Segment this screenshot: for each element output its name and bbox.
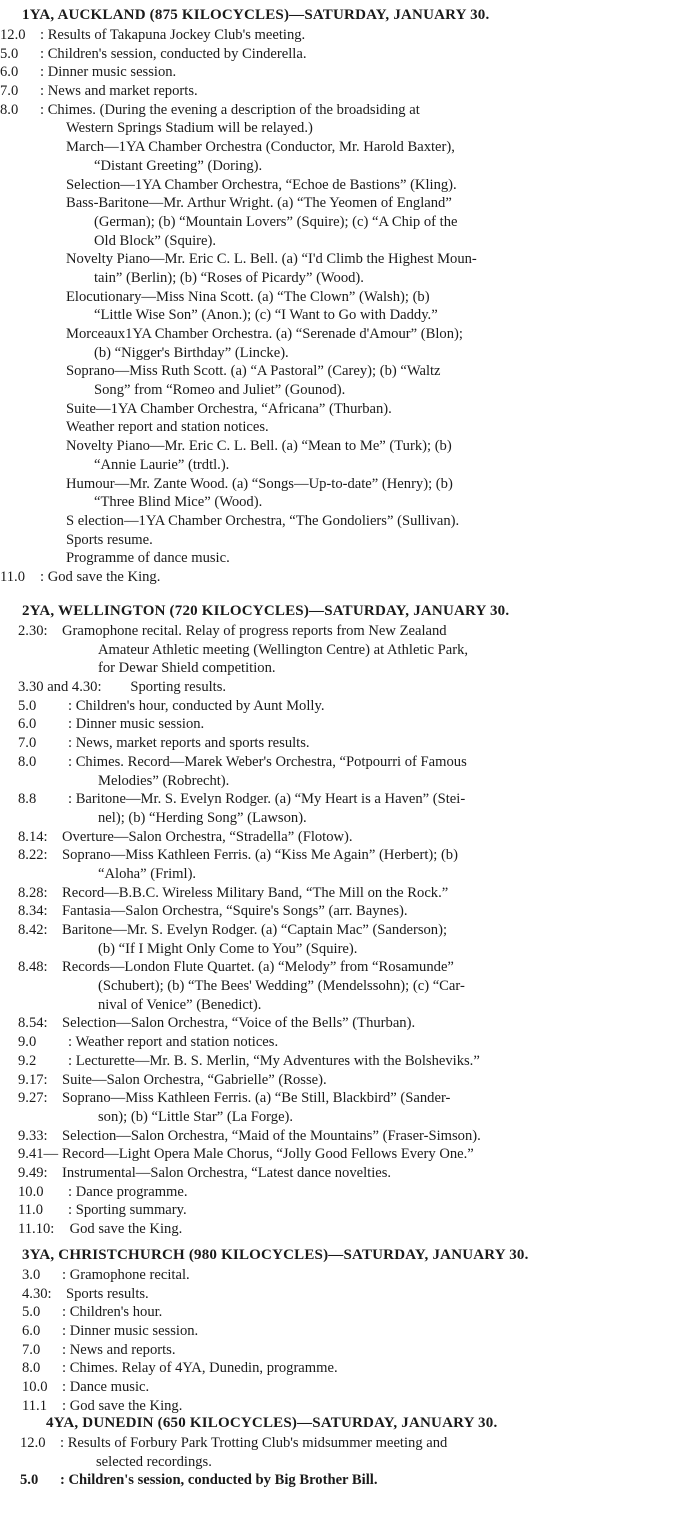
programme-line <box>0 1266 700 1285</box>
programme-line <box>0 568 700 587</box>
programme-line <box>0 921 700 940</box>
programme-text: : News and market reports. <box>40 83 198 100</box>
programme-line <box>0 176 700 195</box>
programme-text: Baritone—Mr. S. Evelyn Rodger. (a) “Captain Mac” (Sanderson); <box>62 922 448 938</box>
programme-list <box>0 1266 700 1416</box>
programme-line <box>0 381 700 400</box>
programme-text: “Annie Laurie” (trdtl.). <box>94 456 230 473</box>
programme-time: 7.0 <box>18 735 37 752</box>
programme-text: Record—B.B.C. Wireless Military Band, “The Mill on the Rock.” <box>62 884 449 901</box>
programme-text: Selection—Salon Orchestra, “Voice of the Bells” (Thurban). <box>62 1015 416 1032</box>
programme-line <box>0 475 700 494</box>
programme-list <box>0 1434 700 1490</box>
programme-line <box>0 1033 700 1052</box>
programme-text: : Dinner music session. <box>68 716 205 733</box>
programme-text: (Schubert); (b) “The Bees' Wedding” (Mendelssohn); (c) “Car- <box>98 978 465 995</box>
programme-time: 12.0 <box>20 1435 46 1451</box>
programme-text: “Little Wise Son” (Anon.); (c) “I Want to Go with Daddy.” <box>94 307 438 324</box>
programme-line <box>0 1471 700 1490</box>
programme-time: 9.2 <box>18 1052 37 1069</box>
programme-text: (b) “Nigger's Birthday” (Lincke). <box>94 344 289 361</box>
programme-text: Elocutionary—Miss Nina Scott. (a) “The Clown” (Walsh); (b) <box>66 288 430 305</box>
programme-line <box>0 418 700 437</box>
programme-time: 8.14: <box>18 828 48 845</box>
programme-text: Sporting results. <box>130 679 227 696</box>
programme-line <box>0 269 700 288</box>
programme-text: “Aloha” (Friml). <box>98 865 197 882</box>
programme-text: : Baritone—Mr. S. Evelyn Rodger. (a) “My Heart is a Haven” (Stei- <box>68 791 466 808</box>
programme-line <box>0 828 700 847</box>
programme-time: 7.0 <box>0 83 19 100</box>
programme-line <box>0 288 700 307</box>
programme-time: 2.30: <box>18 623 48 639</box>
programme-text: : Results of Forbury Park Trotting Club's midsummer meeting and <box>60 1435 448 1451</box>
programme-line <box>0 697 700 716</box>
programme-time: 8.42: <box>18 922 48 938</box>
programme-line <box>0 250 700 269</box>
programme-line <box>0 1341 700 1360</box>
programme-time: 6.0 <box>18 716 37 733</box>
programme-text: : Children's session, conducted by Cinderella. <box>40 45 307 62</box>
programme-text: Selection—Salon Orchestra, “Maid of the Mountains” (Fraser-Simson). <box>62 1127 481 1144</box>
programme-text: : Gramophone recital. <box>62 1267 190 1283</box>
programme-text: Suite—Salon Orchestra, “Gabrielle” (Rosse). <box>62 1071 327 1088</box>
programme-text: : Weather report and station notices. <box>68 1034 279 1051</box>
programme-line <box>0 753 700 772</box>
programme-line <box>0 678 700 697</box>
programme-time: 8.0 <box>0 101 19 118</box>
programme-text: Gramophone recital. Relay of progress reports from New Zealand <box>62 623 447 639</box>
programme-line <box>0 1071 700 1090</box>
section-4ya <box>0 1412 700 1490</box>
programme-line <box>0 1285 700 1304</box>
programme-text: : Children's session, conducted by Big Brother Bill. <box>60 1472 378 1489</box>
section-1ya <box>0 4 700 587</box>
programme-line <box>0 1183 700 1202</box>
programme-line <box>0 1108 700 1127</box>
programme-text: Records—London Flute Quartet. (a) “Melody” from “Rosamunde” <box>62 959 454 976</box>
programme-line <box>0 82 700 101</box>
programme-line <box>0 996 700 1015</box>
programme-line <box>0 1220 700 1239</box>
programme-text: Soprano—Miss Ruth Scott. (a) “A Pastoral” (Carey); (b) “Waltz <box>66 363 441 380</box>
programme-time: 10.0 <box>18 1183 44 1200</box>
programme-line <box>0 157 700 176</box>
programme-text: : Dinner music session. <box>40 64 177 81</box>
programme-time: 10.0 <box>22 1379 48 1396</box>
programme-text: : Children's hour. <box>62 1304 163 1321</box>
programme-text: : Chimes. Relay of 4YA, Dunedin, programme. <box>62 1360 338 1377</box>
programme-line <box>0 512 700 531</box>
programme-line <box>0 1127 700 1146</box>
programme-time: 4.30: <box>22 1285 52 1302</box>
programme-time: 5.0 <box>22 1304 41 1321</box>
programme-text: Sports results. <box>66 1285 149 1302</box>
programme-line <box>0 531 700 550</box>
section-2ya <box>0 600 700 1239</box>
programme-time: 11.0 <box>18 1202 43 1219</box>
programme-line <box>0 1201 700 1220</box>
programme-text: Morceaux1YA Chamber Orchestra. (a) “Serenade d'Amour” (Blon); <box>66 326 463 342</box>
programme-time: 11.10: <box>18 1221 55 1237</box>
programme-line <box>0 456 700 475</box>
programme-line <box>0 400 700 419</box>
programme-line <box>0 119 700 138</box>
programme-line <box>0 884 700 903</box>
section-heading: 3YA, CHRISTCHURCH (980 KILOCYCLES)—SATURDAY, JANUARY 30. <box>22 1247 529 1263</box>
programme-line <box>0 958 700 977</box>
programme-text: nival of Venice” (Benedict). <box>98 996 262 1013</box>
programme-text: (b) “If I Might Only Come to You” (Squire). <box>98 940 358 957</box>
programme-line <box>0 63 700 82</box>
programme-line <box>0 1014 700 1033</box>
programme-line <box>0 493 700 512</box>
programme-line <box>0 1303 700 1322</box>
programme-text: Programme of dance music. <box>66 550 230 567</box>
programme-text: S election—1YA Chamber Orchestra, “The Gondoliers” (Sullivan). <box>66 512 460 529</box>
programme-text: Novelty Piano—Mr. Eric C. L. Bell. (a) “I'd Climb the Highest Moun- <box>66 251 477 268</box>
programme-time: 5.0 <box>0 45 19 62</box>
programme-text: : God save the King. <box>62 1397 183 1414</box>
programme-time: 9.27: <box>18 1090 48 1107</box>
programme-text: Western Springs Stadium will be relayed.) <box>66 120 313 137</box>
programme-text: Soprano—Miss Kathleen Ferris. (a) “Be Still, Blackbird” (Sander- <box>62 1090 451 1107</box>
programme-line <box>0 790 700 809</box>
programme-line <box>0 1434 700 1453</box>
programme-line <box>0 1052 700 1071</box>
programme-text: nel); (b) “Herding Song” (Lawson). <box>98 809 307 826</box>
programme-text: God save the King. <box>69 1221 183 1237</box>
programme-line <box>0 772 700 791</box>
programme-line <box>0 325 700 344</box>
programme-text: : Children's hour, conducted by Aunt Molly. <box>68 697 325 714</box>
programme-time: 8.48: <box>18 959 48 976</box>
programme-line <box>0 902 700 921</box>
programme-text: : God save the King. <box>40 568 161 585</box>
programme-time: 3.0 <box>22 1267 41 1283</box>
programme-text: (German); (b) “Mountain Lovers” (Squire); (c) “A Chip of the <box>94 213 458 230</box>
programme-time: 9.33: <box>18 1127 48 1144</box>
programme-line <box>0 734 700 753</box>
programme-line <box>0 1378 700 1397</box>
programme-text: Selection—1YA Chamber Orchestra, “Echoe de Bastions” (Kling). <box>66 176 457 193</box>
programme-text: Record—Light Opera Male Chorus, “Jolly Good Fellows Every One.” <box>62 1146 474 1163</box>
programme-line <box>0 549 700 568</box>
programme-text: Overture—Salon Orchestra, “Stradella” (Flotow). <box>62 828 353 845</box>
programme-text: Amateur Athletic meeting (Wellington Centre) at Athletic Park, <box>98 641 469 658</box>
programme-line <box>0 232 700 251</box>
programme-time: 5.0 <box>18 697 37 714</box>
programme-text: “Three Blind Mice” (Wood). <box>94 494 263 511</box>
programme-time: 8.28: <box>18 884 48 901</box>
programme-text: “Distant Greeting” (Doring). <box>94 157 263 174</box>
section-heading: 4YA, DUNEDIN (650 KILOCYCLES)—SATURDAY, JANUARY 30. <box>46 1415 498 1431</box>
programme-time: 7.0 <box>22 1341 41 1358</box>
programme-line <box>0 865 700 884</box>
programme-time: 5.0 <box>20 1472 39 1489</box>
programme-line <box>0 659 700 678</box>
programme-line <box>0 1145 700 1164</box>
programme-text: Old Block” (Squire). <box>94 232 216 249</box>
programme-line <box>0 1359 700 1378</box>
programme-line <box>0 940 700 959</box>
programme-text: Novelty Piano—Mr. Eric C. L. Bell. (a) “Mean to Me” (Turk); (b) <box>66 438 452 455</box>
programme-text: : Results of Takapuna Jockey Club's meeting. <box>40 27 306 43</box>
programme-time: 9.49: <box>18 1164 48 1181</box>
programme-line <box>0 306 700 325</box>
programme-time: 9.0 <box>18 1034 37 1051</box>
programme-text: : Dance programme. <box>68 1183 188 1200</box>
programme-text: for Dewar Shield competition. <box>98 660 276 677</box>
programme-time: 6.0 <box>0 64 19 81</box>
programme-time: 8.22: <box>18 847 48 864</box>
programme-line <box>0 977 700 996</box>
programme-text: : Sporting summary. <box>68 1202 187 1219</box>
programme-line <box>0 1322 700 1341</box>
programme-time: 9.41— <box>18 1146 59 1163</box>
programme-line <box>0 362 700 381</box>
programme-time: 11.1 <box>22 1397 47 1414</box>
section-3ya <box>0 1244 700 1416</box>
programme-text: : News, market reports and sports results. <box>68 735 310 752</box>
programme-text: selected recordings. <box>96 1453 212 1470</box>
programme-text: Weather report and station notices. <box>66 419 269 436</box>
programme-text: : Lecturette—Mr. B. S. Merlin, “My Adventures with the Bolsheviks.” <box>68 1052 480 1069</box>
programme-line <box>0 101 700 120</box>
programme-line <box>0 213 700 232</box>
programme-time: 11.0 <box>0 568 25 585</box>
section-heading: 2YA, WELLINGTON (720 KILOCYCLES)—SATURDAY, JANUARY 30. <box>22 603 510 619</box>
programme-time: 8.0 <box>18 753 37 770</box>
programme-text: Humour—Mr. Zante Wood. (a) “Songs—Up-to-date” (Henry); (b) <box>66 475 453 492</box>
programme-text: : Chimes. Record—Marek Weber's Orchestra, “Potpourri of Famous <box>68 753 467 770</box>
programme-text: Sports resume. <box>66 531 153 548</box>
programme-line <box>0 437 700 456</box>
programme-line <box>0 809 700 828</box>
programme-text: : Dinner music session. <box>62 1323 199 1340</box>
programme-line <box>0 846 700 865</box>
programme-line <box>0 26 700 45</box>
programme-line <box>0 45 700 64</box>
programme-line <box>0 1164 700 1183</box>
programme-text: : Dance music. <box>62 1379 150 1396</box>
programme-line <box>0 194 700 213</box>
programme-line <box>0 344 700 363</box>
programme-time: 12.0 <box>0 27 26 43</box>
programme-time: 8.0 <box>22 1360 41 1377</box>
programme-time: 9.17: <box>18 1071 48 1088</box>
programme-text: Suite—1YA Chamber Orchestra, “Africana” (Thurban). <box>66 400 392 417</box>
programme-time: 8.8 <box>18 791 37 808</box>
programme-text: March—1YA Chamber Orchestra (Conductor, Mr. Harold Baxter), <box>66 139 455 156</box>
programme-list <box>0 622 700 1239</box>
programme-text: Song” from “Romeo and Juliet” (Gounod). <box>94 382 346 399</box>
programme-text: Instrumental—Salon Orchestra, “Latest dance novelties. <box>62 1164 392 1181</box>
programme-text: Melodies” (Robrecht). <box>98 772 230 789</box>
programme-time: 8.34: <box>18 903 48 920</box>
programme-text: son); (b) “Little Star” (La Forge). <box>98 1108 294 1125</box>
programme-time: 6.0 <box>22 1323 41 1340</box>
programme-time: 8.54: <box>18 1015 48 1032</box>
programme-text: : Chimes. (During the evening a description of the broadsiding at <box>40 101 420 118</box>
programme-line <box>0 1089 700 1108</box>
programme-line <box>0 715 700 734</box>
programme-text: Fantasia—Salon Orchestra, “Squire's Songs” (arr. Baynes). <box>62 903 408 920</box>
section-heading: 1YA, AUCKLAND (875 KILOCYCLES)—SATURDAY, JANUARY 30. <box>22 7 490 23</box>
programme-text: tain” (Berlin); (b) “Roses of Picardy” (Wood). <box>94 269 364 286</box>
programme-text: Soprano—Miss Kathleen Ferris. (a) “Kiss Me Again” (Herbert); (b) <box>62 847 458 864</box>
programme-text: Bass-Baritone—Mr. Arthur Wright. (a) “The Yeomen of England” <box>66 195 452 212</box>
programme-text: : News and reports. <box>62 1341 176 1358</box>
programme-line <box>0 1453 700 1472</box>
programme-line <box>0 622 700 641</box>
programme-line <box>0 641 700 660</box>
programme-line <box>0 138 700 157</box>
programme-time: 3.30 and 4.30: <box>18 679 102 696</box>
programme-list <box>0 26 700 587</box>
